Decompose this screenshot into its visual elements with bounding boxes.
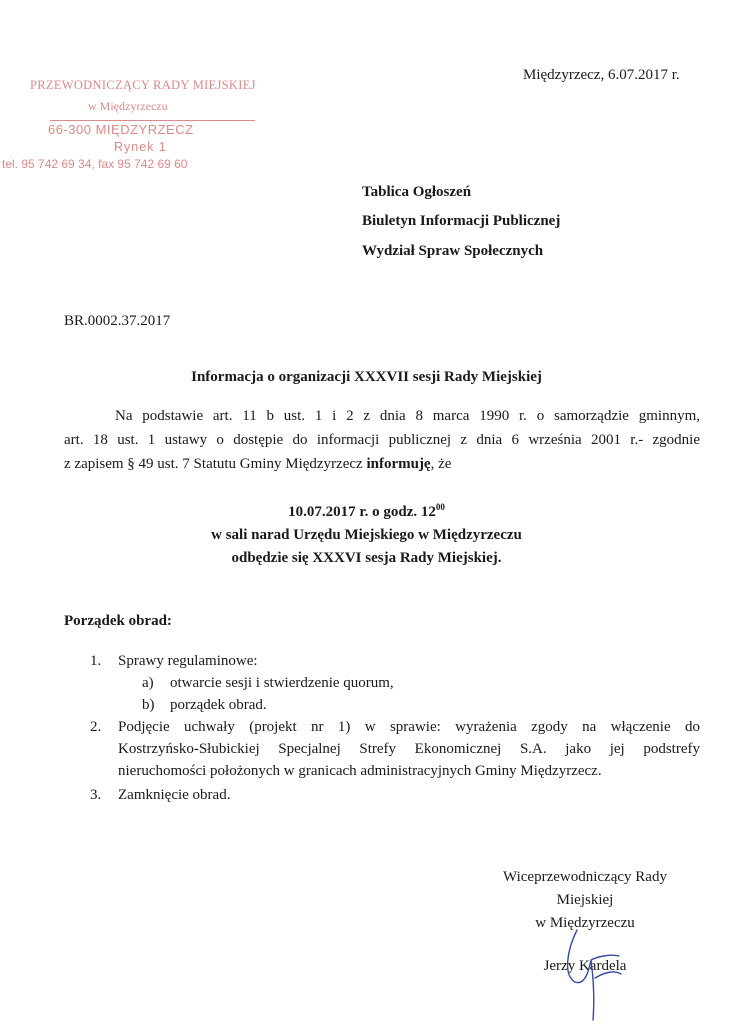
stamp-phone: tel. 95 742 69 34, fax 95 742 69 60 — [2, 157, 188, 171]
intro-line-2: art. 18 ust. 1 ustawy o dostępie do informacji publicznej z dnia 6 września 2001 r.- zgodnie — [64, 432, 700, 448]
agenda-item — [90, 650, 700, 672]
handwritten-signature — [555, 920, 635, 1025]
agenda-item-text-line: Podjęcie uchwały (projekt nr 1) w sprawie: wyrażenia zgody na włączenie do — [118, 719, 700, 735]
reference-number: BR.0002.37.2017 — [64, 313, 171, 329]
agenda-subitem-letter: b) — [142, 697, 155, 713]
session-announcement: odbędzie się XXXVI sesja Rady Miejskiej. — [231, 550, 502, 566]
agenda-item-text-line: nieruchomości położonych w granicach administracyjnych Gminy Międzyrzecz. — [118, 763, 602, 779]
agenda-item-number: 1. — [90, 653, 102, 669]
stamp-postcode: 66-300 MIĘDZYRZECZ — [48, 122, 194, 137]
signature-council: Miejskiej — [556, 892, 614, 908]
recipient-1: Tablica Ogłoszeń — [362, 184, 472, 200]
agenda-item — [90, 716, 700, 782]
agenda-item-text: Zamknięcie obrad. — [118, 787, 231, 803]
agenda-heading: Porządek obrad: — [64, 613, 172, 629]
agenda-subitem-text: porządek obrad. — [170, 697, 267, 713]
agenda-item-text: Sprawy regulaminowe: — [118, 653, 258, 669]
session-date — [0, 501, 733, 523]
informuje-word: informuję — [366, 456, 431, 472]
intro-line-3-end: , że — [430, 456, 452, 472]
recipient-2: Biuletyn Informacji Publicznej — [362, 213, 561, 229]
session-venue: w sali narad Urzędu Miejskiego w Międzyrzeczu — [211, 527, 522, 543]
agenda-subitem-text: otwarcie sesji i stwierdzenie quorum, — [170, 675, 394, 691]
stamp-street: Rynek 1 — [114, 140, 167, 154]
agenda-item-number: 3. — [90, 787, 102, 803]
agenda-list — [90, 650, 700, 806]
signature-title: Wiceprzewodniczący Rady — [503, 869, 667, 885]
agenda-item-number: 2. — [90, 719, 102, 735]
intro-line-3-text: z zapisem § 49 ust. 7 Statutu Gminy Międzyrzecz — [64, 456, 367, 472]
stamp-title: PRZEWODNICZĄCY RADY MIEJSKIEJ — [30, 78, 256, 92]
agenda-subitem-letter: a) — [142, 675, 154, 691]
intro-line-3 — [64, 453, 700, 475]
session-date-text: 10.07.2017 r. o godz. 12 — [288, 504, 436, 520]
recipient-3: Wydział Spraw Społecznych — [362, 243, 544, 259]
stamp-town: w Międzyrzeczu — [88, 99, 168, 113]
signatory-name: Jerzy Kardela — [543, 958, 627, 974]
place-date: Międzyrzecz, 6.07.2017 r. — [523, 67, 680, 83]
document-title: Informacja o organizacji XXXVII sesji Rady Miejskiej — [191, 369, 542, 385]
intro-line-1: Na podstawie art. 11 b ust. 1 i 2 z dnia 8 marca 1990 r. o samorządzie gminnym, — [115, 408, 700, 424]
agenda-item — [90, 784, 700, 806]
session-time-minutes: 00 — [435, 502, 445, 512]
signature-town: w Międzyrzeczu — [535, 915, 635, 931]
agenda-subitem — [90, 672, 700, 694]
stamp-divider — [50, 120, 255, 121]
agenda-item-text-line: Kostrzyńsko-Słubickiej Specjalnej Strefy Ekonomicznej S.A. jako jej podstrefy — [118, 741, 700, 757]
agenda-subitem — [90, 694, 700, 716]
